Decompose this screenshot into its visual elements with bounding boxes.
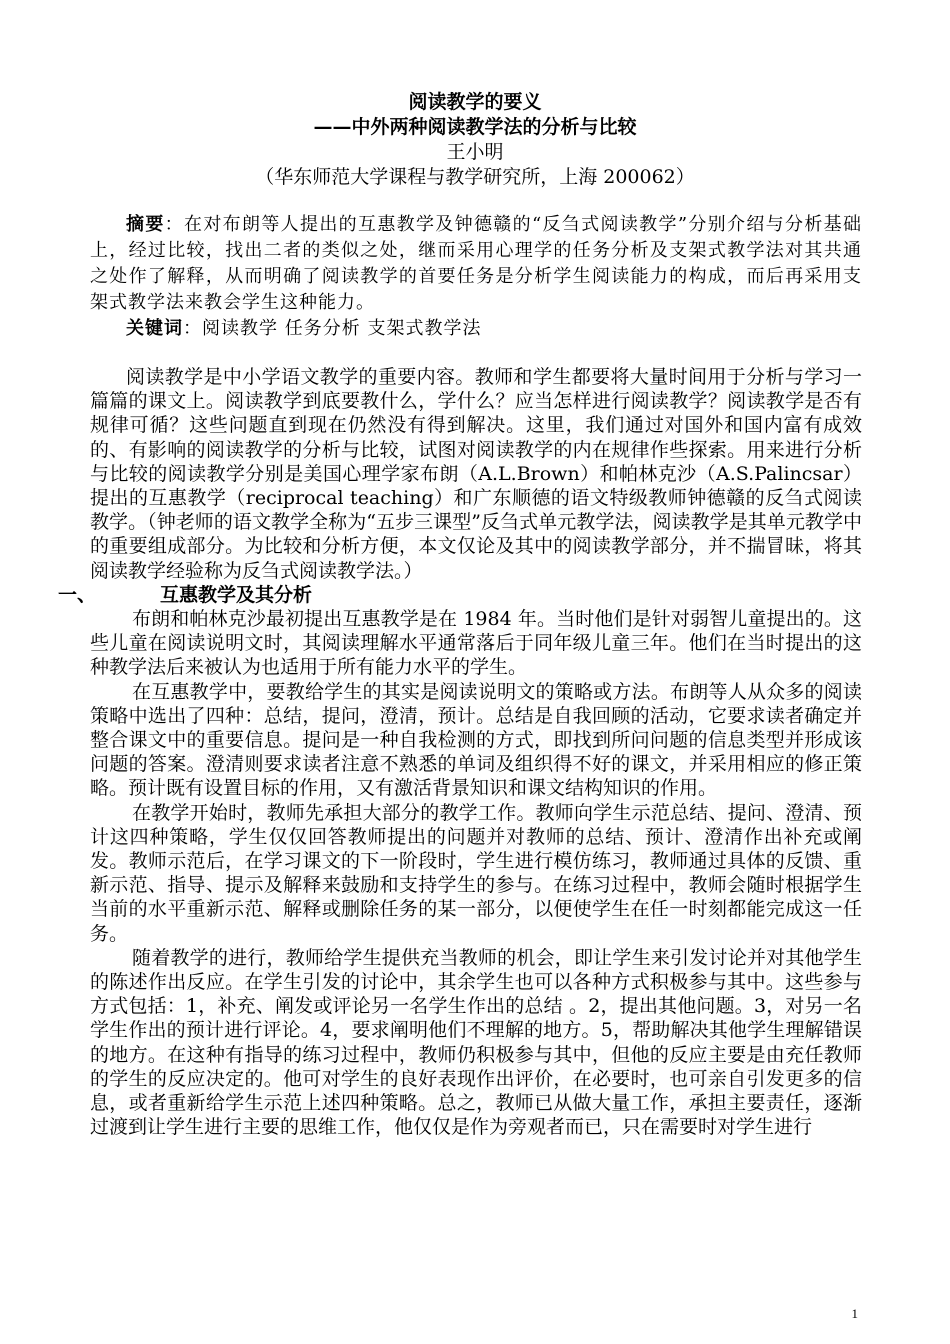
paragraph: 随着教学的进行，教师给学生提供充当教师的机会，即让学生来引发讨论并对其他学生的陈述作出反应。在学生引发的讨论中，其余学生也可以各种方式积极参与其中。这些参与方式包括：1，补充、阐发或评论另一名学生作出的总结 。2，提出其他问题。3，对另一名学生作出的预计进行评论。4，要求阐明他们不理解的地方。5，帮助解决其他学生理解错误的地方。在这种有指导的练习过程中，教师仍积极参与其中，但他的反应主要是由充任教师的学生的反应决定的。他可对学生的良好表现作出评价，在必要时，也可亲自引发更多的信息，或者重新给学生示范上述四种策略。总之，教师已从做大量工作，承担主要责任，逐渐过渡到让学生进行主要的思维工作，他仅仅是作为旁观者而已，只在需要时对学生进行 (90, 946, 862, 1139)
abstract (90, 212, 862, 316)
body-text (58, 365, 862, 1140)
page-subtitle: ——中外两种阅读教学法的分析与比较 (313, 116, 637, 138)
keywords-label: 关键词 (126, 318, 183, 339)
abstract-block (90, 212, 862, 342)
section-number: 一、 (58, 583, 97, 606)
paragraph: 在互惠教学中，要教给学生的其实是阅读说明文的策略或方法。布朗等人从众多的阅读策略中选出了四种：总结，提问，澄清，预计。总结是自我回顾的活动，它要求读者确定并整合课文中的重要信息。提问是一种自我检测的方式，即找到所问问题的信息类型并形成该问题的答案。澄清则要求读者注意不熟悉的单词及组织得不好的课文，并采用相应的修正策略。预计既有设置目标的作用，又有激活背景知识和课文结构知识的作用。 (90, 680, 862, 800)
section-heading (58, 583, 862, 607)
paragraph: 在教学开始时，教师先承担大部分的教学工作。教师向学生示范总结、提问、澄清、预计这四种策略，学生仅仅回答教师提出的问题并对教师的总结、预计、澄清作出补充或阐发。教师示范后，在学习课文的下一阶段时，学生进行模仿练习，教师通过具体的反馈、重新示范、指导、提示及解释来鼓励和支持学生的参与。在练习过程中，教师会随时根据学生当前的水平重新示范、解释或删除任务的某一部分，以便使学生在任一时刻都能完成这一任务。 (90, 801, 862, 945)
keywords-text: ：阅读教学 任务分析 支架式教学法 (183, 318, 482, 339)
keywords (90, 316, 862, 342)
page-title: 阅读教学的要义 (408, 91, 542, 113)
title-block (0, 90, 950, 190)
abstract-label: 摘要 (126, 214, 165, 235)
affiliation: （华东师范大学课程与教学研究所，上海 200062） (255, 166, 695, 188)
section-title: 互惠教学及其分析 (160, 583, 313, 606)
abstract-text: ：在对布朗等人提出的互惠教学及钟德赣的“反刍式阅读教学”分别介绍与分析基础上，经过比较，找出二者的类似之处，继而采用心理学的任务分析及支架式教学法对其共通之处作了解释，从而明确了阅读教学的首要任务是分析学生阅读能力的构成，而后再采用支架式教学法来教会学生这种能力。 (90, 214, 863, 313)
author: 王小明 (446, 141, 504, 163)
page-number: 1 (851, 1306, 858, 1321)
paragraph: 布朗和帕林克沙最初提出互惠教学是在 1984 年。当时他们是针对弱智儿童提出的。这些儿童在阅读说明文时，其阅读理解水平通常落后于同年级儿童三年。他们在当时提出的这种教学法后来被认为也适用于所有能力水平的学生。 (90, 608, 862, 679)
paragraph-intro: 阅读教学是中小学语文教学的重要内容。教师和学生都要将大量时间用于分析与学习一篇篇的课文上。阅读教学到底要教什么，学什么？应当怎样进行阅读教学？阅读教学是否有规律可循？这些问题直到现在仍然没有得到解决。这里，我们通过对国外和国内富有成效的、有影响的阅读教学的分析与比较，试图对阅读教学的内在规律作些探索。用来进行分析与比较的阅读教学分别是美国心理学家布朗（A.L.Brown）和帕林克沙（A.S.Palincsar）提出的互惠教学（reciprocal teaching）和广东顺德的语文特级教师钟德赣的反刍式阅读教学。（钟老师的语文教学全称为“五步三课型”反刍式单元教学法，阅读教学是其单元教学中的重要组成部分。为比较和分析方便，本文仅论及其中的阅读教学部分，并不揣冒昧，将其阅读教学经验称为反刍式阅读教学法。） (90, 366, 862, 582)
